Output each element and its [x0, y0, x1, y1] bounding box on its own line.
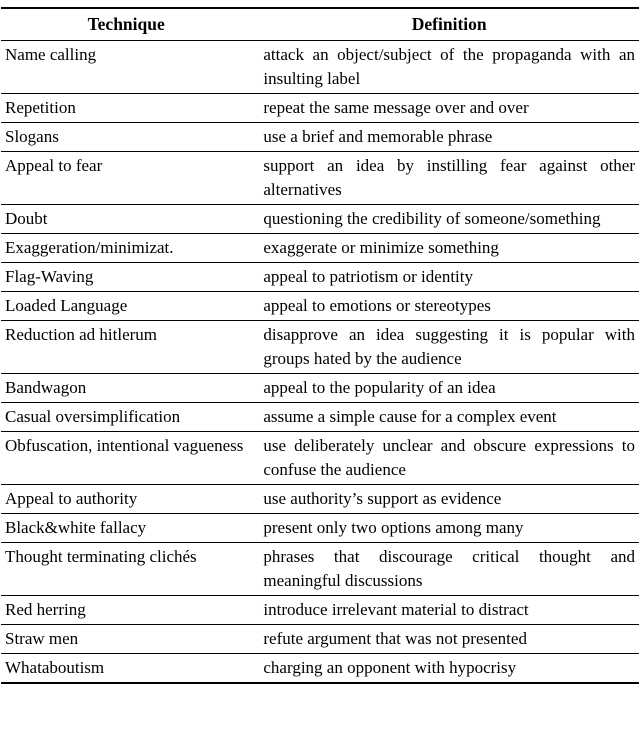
- table-row: [1, 543, 639, 596]
- technique-cell: Appeal to authority: [1, 485, 259, 514]
- technique-cell: Exaggeration/minimizat.: [1, 234, 259, 263]
- definition-cell: introduce irrelevant material to distract: [259, 596, 639, 625]
- technique-cell: Flag-Waving: [1, 263, 259, 292]
- table-row: [1, 432, 639, 485]
- table-row: [1, 485, 639, 514]
- definition-cell: use deliberately unclear and obscure expressions to confuse the audience: [259, 432, 639, 485]
- technique-cell: Straw men: [1, 625, 259, 654]
- definition-cell: questioning the credibility of someone/something: [259, 205, 639, 234]
- table-row: [1, 234, 639, 263]
- definition-cell: appeal to patriotism or identity: [259, 263, 639, 292]
- definition-cell: assume a simple cause for a complex event: [259, 403, 639, 432]
- table-row: [1, 403, 639, 432]
- definition-cell: attack an object/subject of the propaganda with an insulting label: [259, 41, 639, 94]
- definition-cell: use a brief and memorable phrase: [259, 123, 639, 152]
- definition-cell: phrases that discourage critical thought and meaningful discussions: [259, 543, 639, 596]
- technique-cell: Doubt: [1, 205, 259, 234]
- table-row: [1, 123, 639, 152]
- definition-cell: repeat the same message over and over: [259, 94, 639, 123]
- technique-cell: Bandwagon: [1, 374, 259, 403]
- definition-cell: support an idea by instilling fear against other alternatives: [259, 152, 639, 205]
- technique-cell: Thought terminating clichés: [1, 543, 259, 596]
- technique-cell: Whataboutism: [5, 658, 105, 677]
- table-row: [1, 625, 639, 654]
- table-row: [1, 41, 639, 94]
- header-row: [1, 8, 639, 41]
- table-row: [1, 596, 639, 625]
- technique-cell: Reduction ad hitlerum: [1, 321, 259, 374]
- technique-cell: Name calling: [1, 41, 259, 94]
- table-row: [1, 94, 639, 123]
- technique-header: Technique: [1, 8, 259, 41]
- technique-cell: Appeal to fear: [1, 152, 259, 205]
- table-header: [1, 8, 639, 41]
- technique-cell: Casual oversimplification: [1, 403, 259, 432]
- technique-cell: Red herring: [1, 596, 259, 625]
- table-row: [1, 205, 639, 234]
- definition-cell: appeal to the popularity of an idea: [259, 374, 639, 403]
- technique-cell: Slogans: [1, 123, 259, 152]
- technique-cell: Repetition: [1, 94, 259, 123]
- definition-header: Definition: [259, 8, 639, 41]
- definition-cell: exaggerate or minimize something: [259, 234, 639, 263]
- definition-cell: charging an opponent with hypocrisy: [263, 658, 517, 677]
- table-row: [1, 514, 639, 543]
- table-row: [1, 263, 639, 292]
- definition-cell: refute argument that was not presented: [259, 625, 639, 654]
- definition-cell: disapprove an idea suggesting it is popular with groups hated by the audience: [259, 321, 639, 374]
- table-body: [1, 41, 639, 684]
- table-row: [1, 654, 639, 684]
- technique-cell: Black&white fallacy: [1, 514, 259, 543]
- definition-cell: appeal to emotions or stereotypes: [259, 292, 639, 321]
- table-row: [1, 152, 639, 205]
- technique-cell: Loaded Language: [1, 292, 259, 321]
- technique-cell: Obfuscation, intentional vagueness: [1, 432, 259, 485]
- table-row: [1, 321, 639, 374]
- table-row: [1, 374, 639, 403]
- definition-cell: present only two options among many: [259, 514, 639, 543]
- definition-cell: use authority’s support as evidence: [259, 485, 639, 514]
- propaganda-techniques-table: [1, 7, 639, 684]
- table-row: [1, 292, 639, 321]
